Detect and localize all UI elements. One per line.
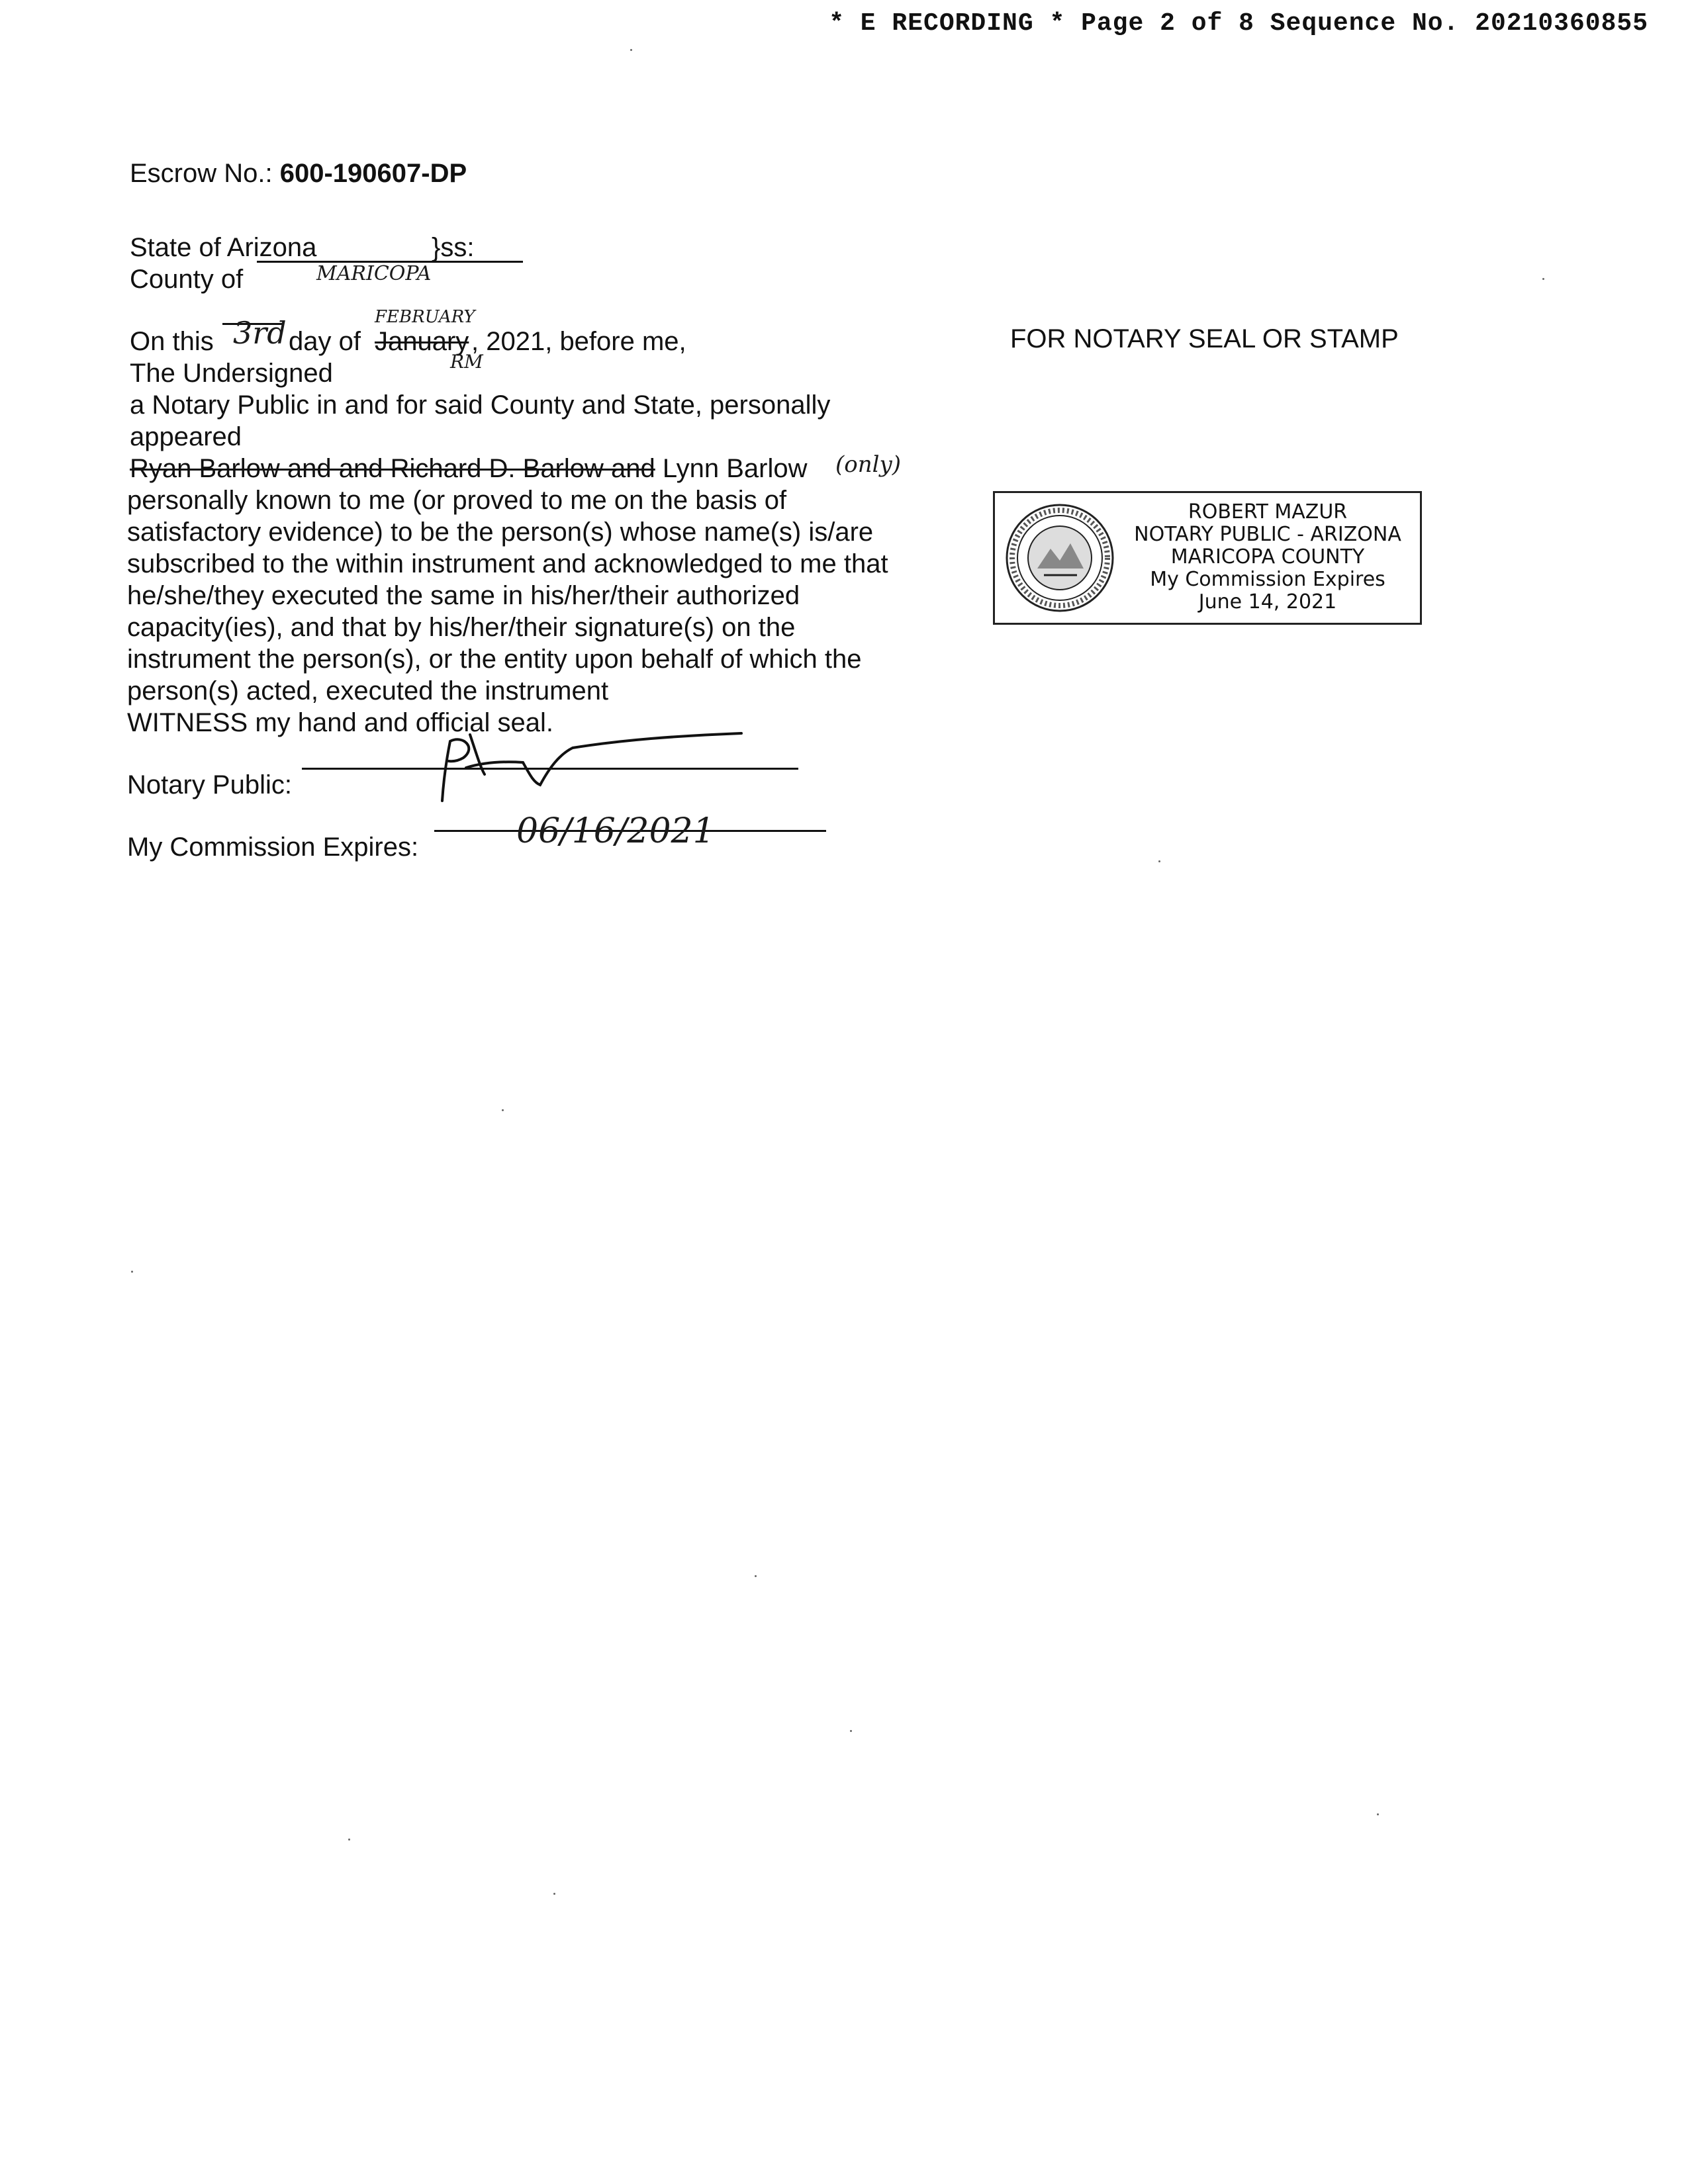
scan-speck bbox=[348, 1839, 350, 1841]
names-kept: Lynn Barlow bbox=[662, 454, 808, 483]
arizona-seal-icon bbox=[1004, 502, 1115, 614]
ack-body-line: he/she/they executed the same in his/her/their authorized bbox=[127, 581, 800, 610]
names-struck: Ryan Barlow and and Richard D. Barlow and bbox=[130, 454, 655, 483]
month-struck: January bbox=[375, 327, 469, 356]
notary-line: a Notary Public in and for said County and State, personally bbox=[130, 390, 831, 420]
escrow-number: 600-190607-DP bbox=[279, 159, 467, 188]
county-label: County of bbox=[130, 265, 244, 294]
scan-speck bbox=[1377, 1813, 1379, 1815]
names-note-handwritten: (only) bbox=[835, 451, 901, 478]
scan-speck bbox=[502, 1109, 504, 1111]
stamp-text bbox=[1121, 501, 1415, 614]
stamp-line: June 14, 2021 bbox=[1198, 590, 1337, 614]
escrow-line bbox=[130, 158, 467, 189]
ack-body-line: person(s) acted, executed the instrument bbox=[127, 676, 609, 705]
state-line: State of Arizona bbox=[130, 233, 317, 262]
stamp-line: MARICOPA COUNTY bbox=[1170, 545, 1365, 569]
scan-speck bbox=[553, 1893, 555, 1895]
ss-mark: }ss: bbox=[432, 233, 475, 262]
ack-body-line: subscribed to the within instrument and acknowledged to me that bbox=[127, 549, 888, 578]
scan-speck bbox=[755, 1575, 757, 1577]
stamp-line: ROBERT MAZUR bbox=[1188, 500, 1348, 523]
escrow-label: Escrow No.: bbox=[130, 159, 273, 188]
appeared-line: appeared bbox=[130, 422, 242, 451]
notary-public-label: Notary Public: bbox=[127, 770, 292, 799]
day-handwritten: 3rd bbox=[233, 315, 287, 351]
seal-area-label: FOR NOTARY SEAL OR STAMP bbox=[1010, 324, 1399, 353]
ack-body-line: capacity(ies), and that by his/her/their signature(s) on the bbox=[127, 613, 796, 642]
scan-speck bbox=[1542, 278, 1544, 280]
year-before-me: , 2021, before me, bbox=[471, 327, 686, 356]
scan-speck bbox=[131, 1271, 133, 1273]
commission-label: My Commission Expires: bbox=[127, 833, 419, 862]
notary-stamp bbox=[993, 491, 1422, 625]
scan-speck bbox=[1158, 860, 1160, 862]
county-handwritten: MARICOPA bbox=[316, 262, 432, 285]
commission-handwritten: 06/16/2021 bbox=[516, 811, 715, 851]
notary-initials: RM bbox=[450, 351, 483, 373]
scan-speck bbox=[630, 49, 632, 51]
undersigned-line: The Undersigned bbox=[130, 359, 333, 388]
ack-body-line: instrument the person(s), or the entity upon behalf of which the bbox=[127, 645, 862, 674]
day-of-label: day of bbox=[289, 327, 361, 356]
ack-body-line: satisfactory evidence) to be the person(s) whose name(s) is/are bbox=[127, 518, 874, 547]
month-handwritten: FEBRUARY bbox=[375, 307, 475, 327]
stamp-line: My Commission Expires bbox=[1150, 568, 1385, 591]
names-line bbox=[130, 453, 808, 484]
recording-header: * E RECORDING * Page 2 of 8 Sequence No. 20210360855 bbox=[829, 9, 1648, 38]
ack-body-line: personally known to me (or proved to me on the basis of bbox=[127, 486, 787, 515]
stamp-line: NOTARY PUBLIC - ARIZONA bbox=[1134, 523, 1401, 546]
witness-line: WITNESS my hand and official seal. bbox=[127, 708, 553, 737]
on-this-label: On this bbox=[130, 327, 214, 356]
scan-speck bbox=[850, 1730, 852, 1732]
notary-signature bbox=[424, 721, 755, 807]
